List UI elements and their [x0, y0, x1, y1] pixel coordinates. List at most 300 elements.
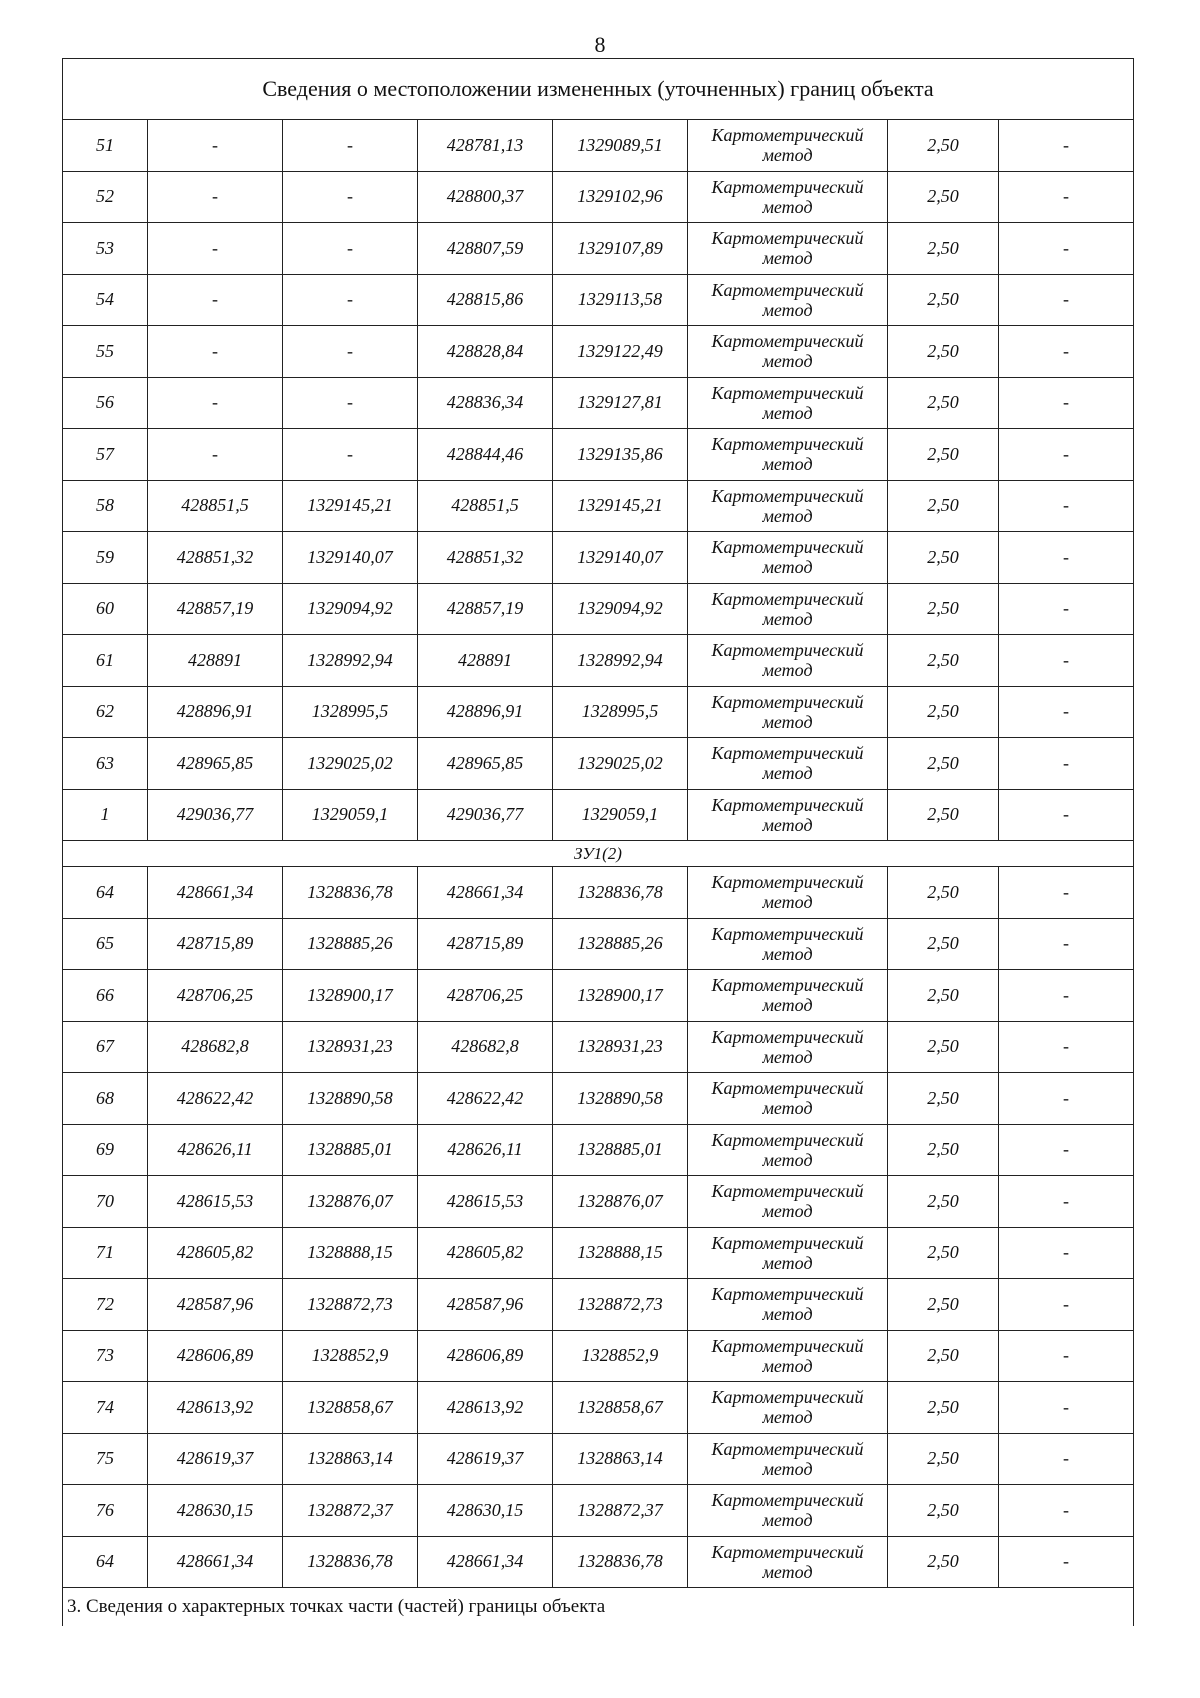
- accuracy-cell: 2,50: [888, 867, 999, 919]
- accuracy-cell: 2,50: [888, 970, 999, 1022]
- existing-x-cell: 428706,25: [148, 970, 283, 1022]
- point-number-cell: 74: [63, 1382, 148, 1434]
- method-cell: [688, 1227, 888, 1279]
- new-x-cell: 428965,85: [418, 738, 553, 790]
- method-line2: метод: [762, 1304, 813, 1325]
- existing-y-cell: 1329094,92: [283, 583, 418, 635]
- existing-x-cell: 428682,8: [148, 1021, 283, 1073]
- description-cell: -: [999, 1279, 1134, 1331]
- table-title-row: [63, 59, 1134, 120]
- method-line2: метод: [762, 660, 813, 681]
- method-line2: метод: [762, 1252, 813, 1273]
- table-row: [63, 1279, 1134, 1331]
- existing-y-cell: -: [283, 326, 418, 378]
- table-row: [63, 171, 1134, 223]
- new-x-cell: 428605,82: [418, 1227, 553, 1279]
- existing-y-cell: 1329140,07: [283, 532, 418, 584]
- table-row: [63, 274, 1134, 326]
- new-x-cell: 428706,25: [418, 970, 553, 1022]
- method-line1: Картометрический: [711, 1078, 864, 1099]
- description-cell: -: [999, 686, 1134, 738]
- point-number-cell: 51: [63, 120, 148, 172]
- description-cell: -: [999, 120, 1134, 172]
- table-row: [63, 635, 1134, 687]
- new-x-cell: 428851,5: [418, 480, 553, 532]
- point-number-cell: 63: [63, 738, 148, 790]
- description-cell: -: [999, 970, 1134, 1022]
- point-number-cell: 62: [63, 686, 148, 738]
- accuracy-cell: 2,50: [888, 1124, 999, 1176]
- description-cell: -: [999, 635, 1134, 687]
- existing-y-cell: 1328995,5: [283, 686, 418, 738]
- existing-y-cell: 1328836,78: [283, 867, 418, 919]
- method-line2: метод: [762, 814, 813, 835]
- point-number-cell: 69: [63, 1124, 148, 1176]
- existing-y-cell: -: [283, 377, 418, 429]
- existing-x-cell: -: [148, 429, 283, 481]
- new-y-cell: 1329107,89: [553, 223, 688, 275]
- table-row: [63, 686, 1134, 738]
- existing-y-cell: 1328852,9: [283, 1330, 418, 1382]
- method-line2: метод: [762, 351, 813, 372]
- point-number-cell: 56: [63, 377, 148, 429]
- method-line1: Картометрический: [711, 1129, 864, 1150]
- method-line2: метод: [762, 1561, 813, 1582]
- table-row: [63, 918, 1134, 970]
- table-row: [63, 1227, 1134, 1279]
- method-line1: Картометрический: [711, 176, 864, 197]
- new-y-cell: 1329140,07: [553, 532, 688, 584]
- method-cell: [688, 429, 888, 481]
- method-line1: Картометрический: [711, 1541, 864, 1562]
- point-number-cell: 57: [63, 429, 148, 481]
- method-cell: [688, 171, 888, 223]
- table-row: [63, 1433, 1134, 1485]
- table-row: [63, 1382, 1134, 1434]
- accuracy-cell: 2,50: [888, 789, 999, 841]
- table-row: [63, 120, 1134, 172]
- existing-x-cell: -: [148, 120, 283, 172]
- method-line2: метод: [762, 1407, 813, 1428]
- existing-x-cell: 428626,11: [148, 1124, 283, 1176]
- existing-x-cell: -: [148, 274, 283, 326]
- new-y-cell: 1329025,02: [553, 738, 688, 790]
- point-number-cell: 65: [63, 918, 148, 970]
- new-y-cell: 1328992,94: [553, 635, 688, 687]
- accuracy-cell: 2,50: [888, 377, 999, 429]
- point-number-cell: 61: [63, 635, 148, 687]
- new-y-cell: 1328872,37: [553, 1485, 688, 1537]
- method-line1: Картометрический: [711, 1232, 864, 1253]
- method-line1: Картометрический: [711, 537, 864, 558]
- description-cell: -: [999, 171, 1134, 223]
- method-line1: Картометрический: [711, 588, 864, 609]
- table-row: [63, 1124, 1134, 1176]
- existing-x-cell: -: [148, 326, 283, 378]
- method-line2: метод: [762, 1149, 813, 1170]
- method-line1: Картометрический: [711, 1284, 864, 1305]
- new-x-cell: 428891: [418, 635, 553, 687]
- existing-y-cell: 1329025,02: [283, 738, 418, 790]
- description-cell: -: [999, 1485, 1134, 1537]
- new-x-cell: 428661,34: [418, 867, 553, 919]
- method-line1: Картометрический: [711, 640, 864, 661]
- description-cell: -: [999, 480, 1134, 532]
- new-x-cell: 428715,89: [418, 918, 553, 970]
- description-cell: -: [999, 326, 1134, 378]
- new-x-cell: 428661,34: [418, 1536, 553, 1588]
- existing-x-cell: 429036,77: [148, 789, 283, 841]
- new-x-cell: 428815,86: [418, 274, 553, 326]
- existing-y-cell: 1328931,23: [283, 1021, 418, 1073]
- method-cell: [688, 738, 888, 790]
- point-number-cell: 64: [63, 867, 148, 919]
- new-y-cell: 1328885,26: [553, 918, 688, 970]
- existing-y-cell: 1328836,78: [283, 1536, 418, 1588]
- existing-y-cell: 1328872,73: [283, 1279, 418, 1331]
- method-line1: Картометрический: [711, 1438, 864, 1459]
- method-cell: [688, 918, 888, 970]
- new-y-cell: 1328858,67: [553, 1382, 688, 1434]
- method-cell: [688, 1176, 888, 1228]
- new-y-cell: 1328888,15: [553, 1227, 688, 1279]
- method-cell: [688, 1485, 888, 1537]
- method-line2: метод: [762, 1046, 813, 1067]
- existing-x-cell: 428851,32: [148, 532, 283, 584]
- description-cell: -: [999, 1021, 1134, 1073]
- accuracy-cell: 2,50: [888, 1021, 999, 1073]
- method-line2: метод: [762, 1458, 813, 1479]
- method-cell: [688, 1433, 888, 1485]
- existing-y-cell: 1328885,01: [283, 1124, 418, 1176]
- method-cell: [688, 223, 888, 275]
- existing-x-cell: -: [148, 377, 283, 429]
- accuracy-cell: 2,50: [888, 1227, 999, 1279]
- table-row: [63, 789, 1134, 841]
- accuracy-cell: 2,50: [888, 1485, 999, 1537]
- method-cell: [688, 1073, 888, 1125]
- point-number-cell: 60: [63, 583, 148, 635]
- accuracy-cell: 2,50: [888, 480, 999, 532]
- method-line2: метод: [762, 1510, 813, 1531]
- group-label-row: [63, 841, 1134, 867]
- existing-y-cell: 1329145,21: [283, 480, 418, 532]
- new-x-cell: 428807,59: [418, 223, 553, 275]
- table-row: [63, 1536, 1134, 1588]
- existing-y-cell: 1328992,94: [283, 635, 418, 687]
- point-number-cell: 54: [63, 274, 148, 326]
- existing-y-cell: -: [283, 429, 418, 481]
- point-number-cell: 66: [63, 970, 148, 1022]
- existing-y-cell: -: [283, 171, 418, 223]
- method-cell: [688, 583, 888, 635]
- new-y-cell: 1328900,17: [553, 970, 688, 1022]
- new-y-cell: 1328836,78: [553, 1536, 688, 1588]
- accuracy-cell: 2,50: [888, 1279, 999, 1331]
- new-y-cell: 1329122,49: [553, 326, 688, 378]
- table-row: [63, 532, 1134, 584]
- existing-y-cell: 1328872,37: [283, 1485, 418, 1537]
- existing-x-cell: 428891: [148, 635, 283, 687]
- description-cell: -: [999, 274, 1134, 326]
- accuracy-cell: 2,50: [888, 1433, 999, 1485]
- new-x-cell: 428857,19: [418, 583, 553, 635]
- existing-x-cell: 428715,89: [148, 918, 283, 970]
- description-cell: -: [999, 1536, 1134, 1588]
- description-cell: -: [999, 223, 1134, 275]
- description-cell: -: [999, 1227, 1134, 1279]
- existing-x-cell: 428615,53: [148, 1176, 283, 1228]
- method-line2: метод: [762, 711, 813, 732]
- new-x-cell: 428896,91: [418, 686, 553, 738]
- new-y-cell: 1329094,92: [553, 583, 688, 635]
- method-cell: [688, 274, 888, 326]
- point-number-cell: 55: [63, 326, 148, 378]
- new-x-cell: 428587,96: [418, 1279, 553, 1331]
- new-x-cell: 428630,15: [418, 1485, 553, 1537]
- point-number-cell: 67: [63, 1021, 148, 1073]
- table-row: [63, 480, 1134, 532]
- method-cell: [688, 377, 888, 429]
- method-line2: метод: [762, 402, 813, 423]
- description-cell: -: [999, 738, 1134, 790]
- description-cell: -: [999, 532, 1134, 584]
- new-y-cell: 1329089,51: [553, 120, 688, 172]
- method-line1: Картометрический: [711, 434, 864, 455]
- group-label: ЗУ1(2): [63, 841, 1134, 867]
- point-number-cell: 76: [63, 1485, 148, 1537]
- new-y-cell: 1329102,96: [553, 171, 688, 223]
- existing-y-cell: -: [283, 274, 418, 326]
- accuracy-cell: 2,50: [888, 274, 999, 326]
- point-number-cell: 70: [63, 1176, 148, 1228]
- new-y-cell: 1328863,14: [553, 1433, 688, 1485]
- existing-y-cell: 1329059,1: [283, 789, 418, 841]
- table-row: [63, 970, 1134, 1022]
- method-cell: [688, 1021, 888, 1073]
- table-row: [63, 429, 1134, 481]
- page-number: 8: [594, 32, 606, 57]
- existing-y-cell: 1328900,17: [283, 970, 418, 1022]
- existing-y-cell: 1328890,58: [283, 1073, 418, 1125]
- method-line2: метод: [762, 892, 813, 913]
- method-cell: [688, 686, 888, 738]
- point-number-cell: 52: [63, 171, 148, 223]
- method-line2: метод: [762, 1201, 813, 1222]
- method-cell: [688, 1124, 888, 1176]
- method-line2: метод: [762, 995, 813, 1016]
- description-cell: -: [999, 1330, 1134, 1382]
- existing-y-cell: 1328885,26: [283, 918, 418, 970]
- method-line1: Картометрический: [711, 794, 864, 815]
- new-y-cell: 1328995,5: [553, 686, 688, 738]
- point-number-cell: 53: [63, 223, 148, 275]
- new-y-cell: 1329135,86: [553, 429, 688, 481]
- point-number-cell: 73: [63, 1330, 148, 1382]
- existing-x-cell: 428622,42: [148, 1073, 283, 1125]
- description-cell: -: [999, 429, 1134, 481]
- description-cell: -: [999, 789, 1134, 841]
- method-cell: [688, 867, 888, 919]
- table-row: [63, 583, 1134, 635]
- table-title: Сведения о местоположении измененных (уточненных) границ объекта: [63, 59, 1134, 120]
- table-row: [63, 1485, 1134, 1537]
- existing-x-cell: 428606,89: [148, 1330, 283, 1382]
- accuracy-cell: 2,50: [888, 120, 999, 172]
- accuracy-cell: 2,50: [888, 1536, 999, 1588]
- method-line1: Картометрический: [711, 485, 864, 506]
- description-cell: -: [999, 1073, 1134, 1125]
- method-cell: [688, 532, 888, 584]
- new-x-cell: 428828,84: [418, 326, 553, 378]
- new-x-cell: 428844,46: [418, 429, 553, 481]
- accuracy-cell: 2,50: [888, 583, 999, 635]
- method-line2: метод: [762, 1098, 813, 1119]
- existing-y-cell: -: [283, 223, 418, 275]
- table-row: [63, 377, 1134, 429]
- method-line1: Картометрический: [711, 279, 864, 300]
- existing-x-cell: -: [148, 171, 283, 223]
- section-heading: 3. Сведения о характерных точках части (частей) границы объекта: [63, 1588, 1134, 1627]
- new-y-cell: 1329113,58: [553, 274, 688, 326]
- existing-x-cell: 428661,34: [148, 1536, 283, 1588]
- method-line1: Картометрический: [711, 382, 864, 403]
- existing-x-cell: 428896,91: [148, 686, 283, 738]
- existing-x-cell: 428619,37: [148, 1433, 283, 1485]
- existing-x-cell: 428587,96: [148, 1279, 283, 1331]
- method-line1: Картометрический: [711, 1490, 864, 1511]
- accuracy-cell: 2,50: [888, 171, 999, 223]
- table-row: [63, 223, 1134, 275]
- new-y-cell: 1328872,73: [553, 1279, 688, 1331]
- method-line2: метод: [762, 608, 813, 629]
- method-line2: метод: [762, 145, 813, 166]
- new-y-cell: 1329059,1: [553, 789, 688, 841]
- new-y-cell: 1328876,07: [553, 1176, 688, 1228]
- new-x-cell: 428800,37: [418, 171, 553, 223]
- accuracy-cell: 2,50: [888, 429, 999, 481]
- point-number-cell: 1: [63, 789, 148, 841]
- existing-x-cell: 428851,5: [148, 480, 283, 532]
- accuracy-cell: 2,50: [888, 918, 999, 970]
- new-x-cell: 428606,89: [418, 1330, 553, 1382]
- method-line2: метод: [762, 454, 813, 475]
- accuracy-cell: 2,50: [888, 223, 999, 275]
- table-row: [63, 867, 1134, 919]
- table-row: [63, 738, 1134, 790]
- point-number-cell: 75: [63, 1433, 148, 1485]
- point-number-cell: 72: [63, 1279, 148, 1331]
- method-line2: метод: [762, 505, 813, 526]
- point-number-cell: 71: [63, 1227, 148, 1279]
- accuracy-cell: 2,50: [888, 686, 999, 738]
- description-cell: -: [999, 1176, 1134, 1228]
- point-number-cell: 59: [63, 532, 148, 584]
- method-line2: метод: [762, 299, 813, 320]
- existing-x-cell: 428857,19: [148, 583, 283, 635]
- point-number-cell: 58: [63, 480, 148, 532]
- method-cell: [688, 635, 888, 687]
- accuracy-cell: 2,50: [888, 738, 999, 790]
- method-cell: [688, 326, 888, 378]
- accuracy-cell: 2,50: [888, 1073, 999, 1125]
- method-line1: Картометрический: [711, 228, 864, 249]
- description-cell: -: [999, 867, 1134, 919]
- method-line1: Картометрический: [711, 923, 864, 944]
- existing-x-cell: 428630,15: [148, 1485, 283, 1537]
- new-y-cell: 1329127,81: [553, 377, 688, 429]
- point-number-cell: 64: [63, 1536, 148, 1588]
- new-y-cell: 1328890,58: [553, 1073, 688, 1125]
- existing-y-cell: 1328876,07: [283, 1176, 418, 1228]
- point-number-cell: 68: [63, 1073, 148, 1125]
- new-y-cell: 1328836,78: [553, 867, 688, 919]
- new-x-cell: 429036,77: [418, 789, 553, 841]
- method-line1: Картометрический: [711, 691, 864, 712]
- method-line1: Картометрический: [711, 975, 864, 996]
- method-line1: Картометрический: [711, 1026, 864, 1047]
- description-cell: -: [999, 1382, 1134, 1434]
- new-x-cell: 428626,11: [418, 1124, 553, 1176]
- method-line1: Картометрический: [711, 1181, 864, 1202]
- new-x-cell: 428619,37: [418, 1433, 553, 1485]
- method-line1: Картометрический: [711, 1335, 864, 1356]
- description-cell: -: [999, 918, 1134, 970]
- new-x-cell: 428781,13: [418, 120, 553, 172]
- boundary-coordinates-table: [62, 58, 1134, 1626]
- new-x-cell: 428851,32: [418, 532, 553, 584]
- new-y-cell: 1328885,01: [553, 1124, 688, 1176]
- description-cell: -: [999, 583, 1134, 635]
- method-line2: метод: [762, 1355, 813, 1376]
- existing-y-cell: 1328888,15: [283, 1227, 418, 1279]
- method-line1: Картометрический: [711, 331, 864, 352]
- method-cell: [688, 120, 888, 172]
- method-line1: Картометрический: [711, 125, 864, 146]
- method-cell: [688, 789, 888, 841]
- method-cell: [688, 480, 888, 532]
- accuracy-cell: 2,50: [888, 326, 999, 378]
- existing-x-cell: 428613,92: [148, 1382, 283, 1434]
- new-x-cell: 428836,34: [418, 377, 553, 429]
- description-cell: -: [999, 1433, 1134, 1485]
- existing-x-cell: 428661,34: [148, 867, 283, 919]
- new-x-cell: 428622,42: [418, 1073, 553, 1125]
- method-cell: [688, 1279, 888, 1331]
- table-row: [63, 326, 1134, 378]
- accuracy-cell: 2,50: [888, 635, 999, 687]
- section-heading-row: [63, 1588, 1134, 1627]
- accuracy-cell: 2,50: [888, 532, 999, 584]
- table-row: [63, 1330, 1134, 1382]
- new-x-cell: 428615,53: [418, 1176, 553, 1228]
- existing-x-cell: -: [148, 223, 283, 275]
- new-y-cell: 1328931,23: [553, 1021, 688, 1073]
- accuracy-cell: 2,50: [888, 1176, 999, 1228]
- method-line1: Картометрический: [711, 1387, 864, 1408]
- method-line2: метод: [762, 557, 813, 578]
- accuracy-cell: 2,50: [888, 1330, 999, 1382]
- method-line2: метод: [762, 763, 813, 784]
- new-x-cell: 428613,92: [418, 1382, 553, 1434]
- method-cell: [688, 1330, 888, 1382]
- new-y-cell: 1328852,9: [553, 1330, 688, 1382]
- existing-y-cell: -: [283, 120, 418, 172]
- existing-x-cell: 428605,82: [148, 1227, 283, 1279]
- description-cell: -: [999, 1124, 1134, 1176]
- table-row: [63, 1176, 1134, 1228]
- method-line1: Картометрический: [711, 743, 864, 764]
